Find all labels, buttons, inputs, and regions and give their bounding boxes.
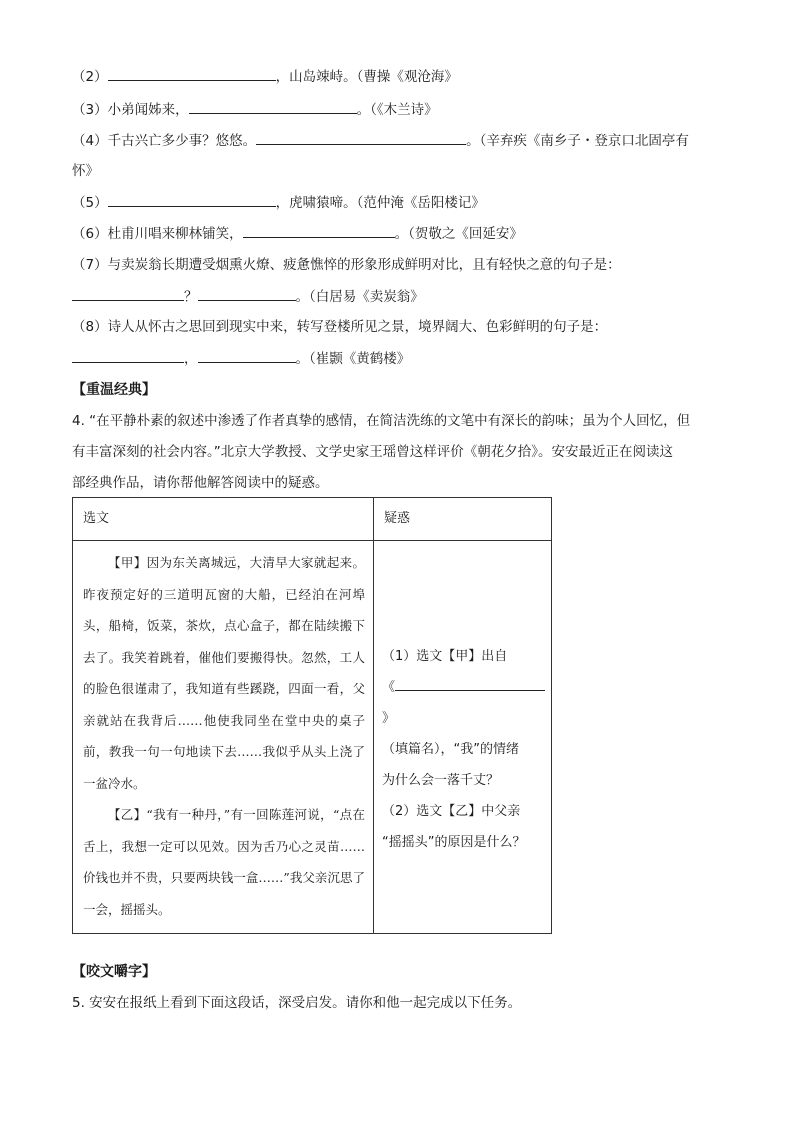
answer-blank[interactable] (72, 348, 184, 363)
poem-q5: （5） ，虎啸猿啼。（范仲淹《岳阳楼记》 (72, 192, 485, 213)
poem-q6: （6）杜甫川唱来柳林铺笑， 。（贺敬之《回延安》 (72, 223, 523, 244)
answer-blank[interactable] (256, 130, 466, 145)
reading-table (72, 497, 552, 934)
question-5: 5. 安安在报纸上看到下面这段话，深受启发。请你和他一起完成以下任务。 (72, 995, 522, 1011)
doubt-cell: （1）选文【甲】出自 《》 （填篇名），“我”的情绪 为什么会一落千丈？ （2）选文【乙】中父亲 “摇摇头”的原因是什么？ (373, 541, 551, 934)
passage-yi: 【乙】“我有一种丹，”有一回陈莲河说，“点在舌上，我想一定可以见效。因为舌乃心之灵苗……价钱也并不贵，只要两块钱一盒……”我父亲沉思了一会，摇摇头。 (83, 807, 365, 917)
table-header-doubt: 疑惑 (373, 498, 551, 541)
answer-blank[interactable] (198, 286, 296, 301)
section-heading-words: 【咬文嚼字】 (72, 964, 156, 980)
table-header-passage: 选文 (73, 498, 374, 541)
poem-q2: （2） ，山岛竦峙。（曹操《观沧海》 (72, 66, 458, 87)
answer-blank[interactable] (72, 286, 184, 301)
answer-blank[interactable] (108, 192, 276, 207)
question-4-line3: 部经典作品，请你帮他解答阅读中的疑惑。 (72, 475, 329, 491)
answer-blank[interactable] (243, 223, 395, 238)
passage-jia: 【甲】因为东关离城远，大清早大家就起来。昨夜预定好的三道明瓦窗的大船，已经泊在河埠头，船椅，饭菜，茶炊，点心盒子，都在陆续搬下去了。我笑着跳着，催他们要搬得快。忽然，工人的脸色很谨肃了，我知道有些蹊跷，四面一看，父亲就站在我背后……他使我同坐在堂中央的桌子前，教我一句一句地读下去……我似乎从头上浇了一盆冷水。 (83, 555, 365, 791)
poem-q4-cont: 怀》 (72, 163, 99, 179)
poem-q3: （3）小弟闻姊来， 。（《木兰诗》 (72, 99, 438, 120)
section-heading-classics: 【重温经典】 (72, 382, 156, 398)
answer-blank-title[interactable] (395, 676, 545, 691)
answer-blank[interactable] (198, 348, 296, 363)
poem-q7-answer: ？ 。（白居易《卖炭翁》 (72, 286, 424, 307)
poem-q4: （4）千古兴亡多少事？悠悠。 。（辛弃疾《南乡子・登京口北固亭有 (72, 130, 689, 151)
question-4-line2: 有丰富深刻的社会内容。”北京大学教授、文学史家王瑶曾这样评价《朝花夕拾》。安安最近正在阅读这 (72, 444, 673, 460)
poem-q8-answer: ， 。（崔颢《黄鹤楼》 (72, 348, 410, 369)
passage-cell (73, 541, 374, 934)
question-4-line1: 4. “在平静朴素的叙述中渗透了作者真挚的感情，在简洁洗练的文笔中有深长的韵味；虽为个人回忆，但 (72, 413, 691, 429)
poem-q8: （8）诗人从怀古之思回到现实中来，转写登楼所见之景，境界阔大、色彩鲜明的句子是： (72, 319, 608, 335)
answer-blank[interactable] (189, 99, 357, 114)
answer-blank[interactable] (108, 66, 276, 81)
poem-q7: （7）与卖炭翁长期遭受烟熏火燎、疲惫憔悴的形象形成鲜明对比，且有轻快之意的句子是： (72, 257, 621, 273)
